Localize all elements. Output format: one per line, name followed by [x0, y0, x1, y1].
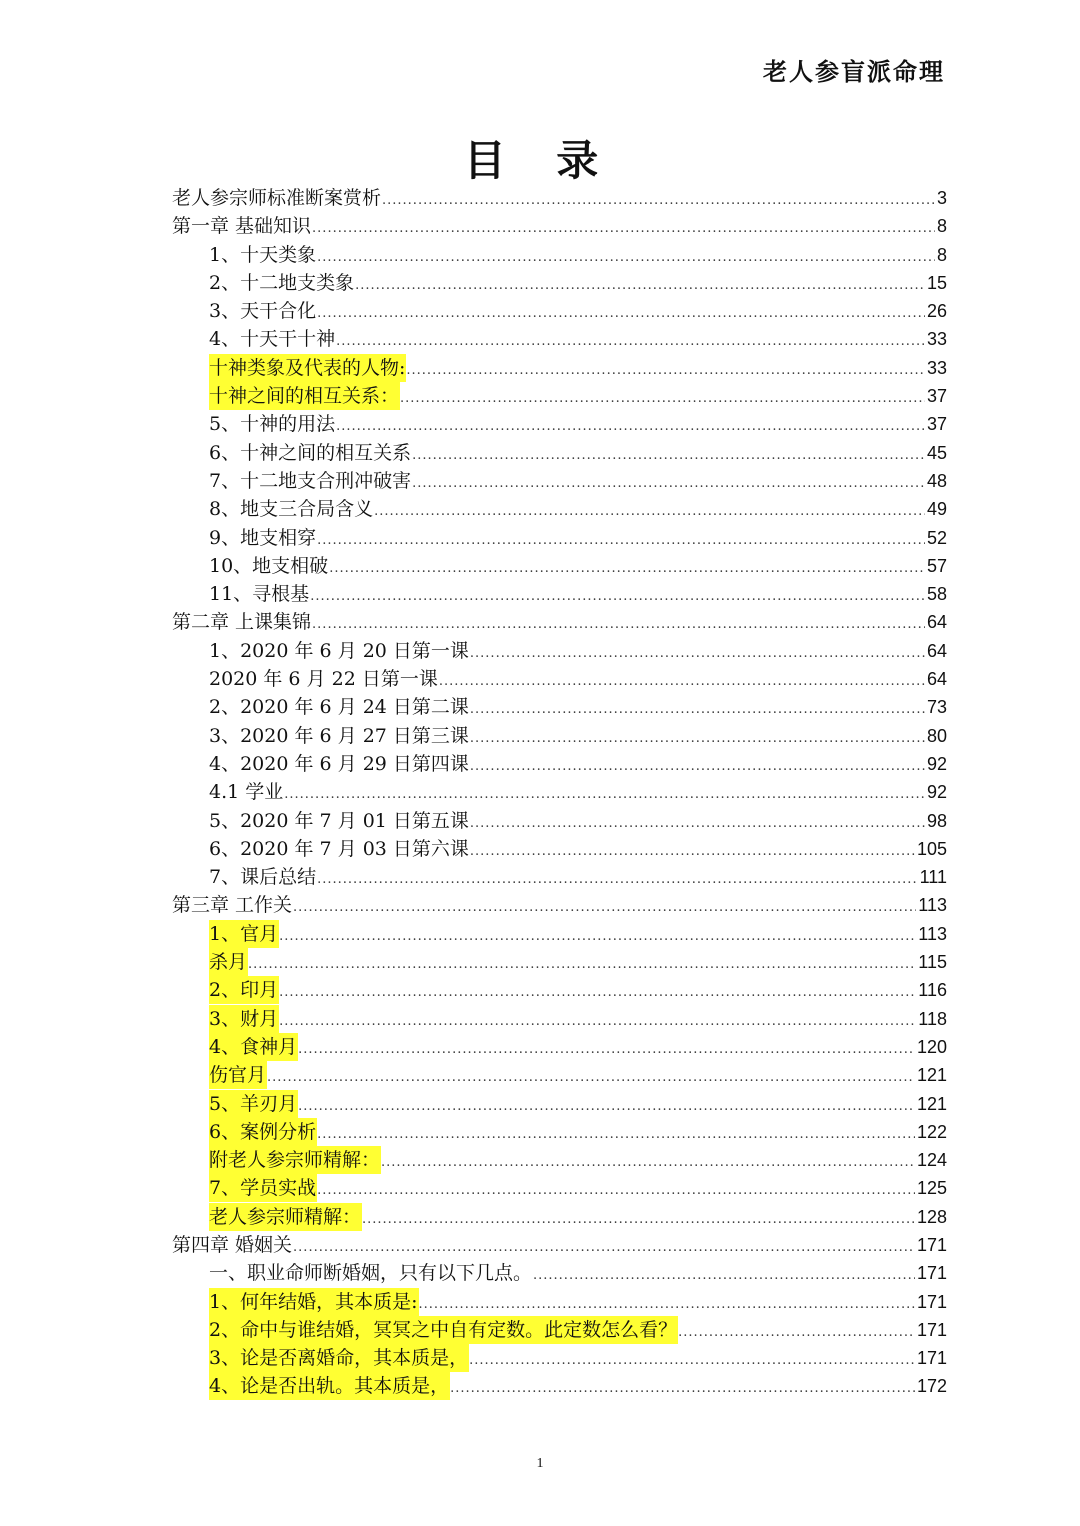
toc-entry-page: 171 — [916, 1319, 947, 1340]
toc-leader-dots — [355, 272, 925, 300]
toc-entry-page: 115 — [918, 952, 947, 973]
toc-entry[interactable] — [172, 382, 947, 410]
toc-entry-page: 57 — [926, 555, 947, 576]
toc-leader-dots — [293, 1234, 915, 1262]
toc-leader-dots — [284, 781, 925, 809]
toc-entry[interactable] — [172, 269, 947, 297]
toc-entry-page: 8 — [936, 216, 947, 237]
table-of-contents — [172, 184, 947, 1401]
toc-leader-dots — [533, 1262, 915, 1290]
toc-leader-dots — [470, 810, 925, 838]
toc-entry-title: 1、何年结婚，其本质是: — [209, 1288, 419, 1316]
toc-entry-title: 5、2020 年 7 月 01 日第五课 — [209, 809, 469, 832]
toc-entry-page: 80 — [926, 725, 947, 746]
toc-leader-dots — [298, 1036, 915, 1064]
toc-leader-dots — [470, 696, 925, 724]
toc-entry[interactable] — [172, 948, 947, 976]
toc-entry[interactable] — [172, 1288, 947, 1316]
toc-leader-dots — [293, 894, 916, 922]
toc-leader-dots — [279, 979, 916, 1007]
toc-entry[interactable] — [172, 693, 947, 721]
toc-entry-title: 伤官月 — [209, 1061, 267, 1089]
toc-entry[interactable] — [172, 184, 947, 212]
toc-entry[interactable] — [172, 495, 947, 523]
toc-entry-page: 45 — [926, 442, 947, 463]
toc-entry-title: 7、学员实战 — [209, 1174, 317, 1202]
toc-entry-page: 118 — [918, 1008, 947, 1029]
toc-entry-title: 5、羊刃月 — [209, 1090, 298, 1118]
toc-leader-dots — [450, 1375, 915, 1403]
toc-entry[interactable] — [172, 807, 947, 835]
toc-entry-title: 2、2020 年 6 月 24 日第二课 — [209, 696, 469, 719]
toc-leader-dots — [469, 1347, 915, 1375]
toc-leader-dots — [336, 328, 925, 356]
toc-entry[interactable] — [172, 524, 947, 552]
toc-entry-page: 49 — [926, 499, 947, 520]
toc-entry[interactable] — [172, 1061, 947, 1089]
toc-entry[interactable] — [172, 1231, 947, 1259]
toc-entry[interactable] — [172, 241, 947, 269]
toc-entry[interactable] — [172, 1033, 947, 1061]
toc-entry-title: 9、地支相穿 — [209, 526, 317, 549]
toc-entry-page: 171 — [916, 1234, 947, 1255]
toc-leader-dots — [412, 470, 925, 498]
toc-entry[interactable] — [172, 835, 947, 863]
toc-leader-dots — [317, 527, 925, 555]
toc-entry[interactable] — [172, 1203, 947, 1231]
toc-entry[interactable] — [172, 778, 947, 806]
toc-entry-page: 26 — [926, 301, 947, 322]
toc-entry-page: 64 — [926, 669, 947, 690]
toc-entry-title: 6、2020 年 7 月 03 日第六课 — [209, 837, 469, 860]
toc-leader-dots — [267, 1064, 915, 1092]
toc-entry-page: 113 — [918, 923, 947, 944]
toc-entry-title: 4、2020 年 6 月 29 日第四课 — [209, 752, 469, 775]
toc-entry-title: 十神类象及代表的人物: — [209, 354, 406, 382]
toc-entry-title: 10、地支相破 — [209, 554, 329, 577]
toc-entry-title: 7、课后总结 — [209, 866, 317, 889]
toc-leader-dots — [279, 1008, 916, 1036]
toc-leader-dots — [317, 1121, 915, 1149]
toc-leader-dots — [470, 753, 925, 781]
toc-entry-page: 111 — [919, 867, 947, 888]
toc-entry-title: 4、十天干十神 — [209, 328, 336, 351]
toc-entry-title: 6、十神之间的相互关系 — [209, 441, 412, 464]
toc-entry[interactable] — [172, 297, 947, 325]
toc-entry[interactable] — [172, 976, 947, 1004]
toc-entry-title: 1、官月 — [209, 920, 279, 948]
toc-leader-dots — [248, 951, 916, 979]
toc-entry-title: 3、天干合化 — [209, 300, 317, 323]
toc-entry-title: 1、十天类象 — [209, 243, 317, 266]
running-header: 老人参盲派命理 — [763, 57, 945, 86]
toc-leader-dots — [362, 1206, 915, 1234]
toc-leader-dots — [329, 555, 925, 583]
toc-entry-title: 2020 年 6 月 22 日第一课 — [209, 668, 438, 691]
toc-entry-page: 171 — [916, 1263, 947, 1284]
page-number: 1 — [536, 1456, 544, 1471]
toc-entry-page: 64 — [926, 612, 947, 633]
toc-entry-page: 15 — [926, 272, 947, 293]
toc-entry-title: 6、案例分析 — [209, 1118, 317, 1146]
toc-entry-title: 5、十神的用法 — [209, 413, 336, 436]
page-title: 目 录 — [463, 136, 617, 185]
toc-leader-dots — [312, 215, 935, 243]
toc-leader-dots — [317, 244, 935, 272]
toc-leader-dots — [470, 838, 915, 866]
toc-entry[interactable] — [172, 212, 947, 240]
toc-entry-page: 105 — [916, 838, 947, 859]
toc-entry[interactable] — [172, 325, 947, 353]
toc-entry-page: 171 — [916, 1348, 947, 1369]
toc-leader-dots — [298, 1093, 915, 1121]
toc-entry-title: 2、十二地支类象 — [209, 271, 355, 294]
toc-entry[interactable] — [172, 1316, 947, 1344]
toc-entry-title: 8、地支三合局含义 — [209, 498, 374, 521]
toc-entry-title: 一、职业命师断婚姻，只有以下几点。 — [209, 1262, 533, 1285]
toc-entry-page: 124 — [916, 1150, 947, 1171]
toc-entry[interactable] — [172, 580, 947, 608]
toc-entry-title: 杀月 — [209, 948, 248, 976]
toc-entry[interactable] — [172, 608, 947, 636]
toc-leader-dots — [336, 413, 925, 441]
toc-leader-dots — [317, 866, 918, 894]
toc-entry-page: 37 — [926, 414, 947, 435]
toc-entry[interactable] — [172, 920, 947, 948]
toc-entry-page: 73 — [926, 697, 947, 718]
toc-leader-dots — [382, 187, 935, 215]
toc-entry-page: 113 — [918, 895, 947, 916]
toc-leader-dots — [317, 1177, 915, 1205]
toc-entry-title: 1、2020 年 6 月 20 日第一课 — [209, 639, 469, 662]
toc-entry-page: 64 — [926, 640, 947, 661]
toc-entry-page: 92 — [926, 753, 947, 774]
toc-entry-title: 7、十二地支合刑冲破害 — [209, 469, 412, 492]
toc-entry-page: 172 — [916, 1376, 947, 1397]
toc-entry-page: 128 — [916, 1206, 947, 1227]
toc-entry[interactable] — [172, 1118, 947, 1146]
toc-entry-title: 3、论是否离婚命，其本质是， — [209, 1344, 469, 1372]
toc-entry-page: 52 — [926, 527, 947, 548]
toc-entry[interactable] — [172, 665, 947, 693]
toc-entry-title: 4.1 学业 — [209, 781, 284, 804]
toc-leader-dots — [678, 1319, 915, 1347]
toc-entry-page: 171 — [916, 1291, 947, 1312]
toc-entry-page: 48 — [926, 470, 947, 491]
toc-entry-page: 3 — [936, 188, 947, 208]
toc-entry-page: 125 — [916, 1178, 947, 1199]
toc-leader-dots — [470, 725, 925, 753]
toc-entry[interactable] — [172, 1344, 947, 1372]
toc-entry-page: 92 — [926, 782, 947, 803]
toc-entry-title: 第四章 婚姻关 — [172, 1233, 293, 1256]
toc-entry[interactable] — [172, 410, 947, 438]
toc-entry[interactable] — [172, 1174, 947, 1202]
toc-entry-page: 8 — [936, 244, 947, 265]
toc-entry-page: 58 — [926, 584, 947, 605]
toc-entry-page: 33 — [926, 357, 947, 378]
toc-entry[interactable] — [172, 467, 947, 495]
toc-entry[interactable] — [172, 1259, 947, 1287]
toc-leader-dots — [406, 357, 925, 385]
toc-entry-title: 第一章 基础知识 — [172, 215, 312, 238]
toc-entry-title: 老人参宗师精解： — [209, 1203, 362, 1231]
toc-entry[interactable] — [172, 552, 947, 580]
toc-entry[interactable] — [172, 439, 947, 467]
toc-leader-dots — [374, 498, 925, 526]
toc-entry-title: 第三章 工作关 — [172, 894, 293, 917]
toc-entry-page: 37 — [926, 386, 947, 407]
toc-entry-page: 116 — [918, 980, 947, 1001]
toc-leader-dots — [412, 442, 925, 470]
toc-entry-title: 老人参宗师标准断案赏析 — [172, 187, 382, 209]
toc-entry[interactable] — [172, 1005, 947, 1033]
toc-entry-title: 2、印月 — [209, 976, 279, 1004]
toc-entry-title: 第二章 上课集锦 — [172, 611, 312, 634]
toc-entry-title: 3、2020 年 6 月 27 日第三课 — [209, 724, 469, 747]
toc-leader-dots — [317, 300, 925, 328]
toc-entry-title: 3、财月 — [209, 1005, 279, 1033]
toc-entry[interactable] — [172, 891, 947, 919]
toc-entry-page: 121 — [916, 1093, 947, 1114]
toc-entry[interactable] — [172, 1090, 947, 1118]
toc-entry-page: 122 — [916, 1121, 947, 1142]
toc-leader-dots — [312, 611, 925, 639]
toc-entry[interactable] — [172, 863, 947, 891]
toc-entry-page: 98 — [926, 810, 947, 831]
toc-leader-dots — [470, 640, 925, 668]
toc-entry[interactable] — [172, 354, 947, 382]
toc-leader-dots — [310, 583, 925, 611]
toc-leader-dots — [400, 385, 925, 413]
toc-entry-title: 附老人参宗师精解： — [209, 1146, 381, 1174]
toc-entry-title: 4、论是否出轨。其本质是， — [209, 1372, 450, 1400]
toc-entry-title: 11、寻根基 — [209, 583, 310, 606]
toc-entry-title: 十神之间的相互关系： — [209, 382, 400, 410]
toc-leader-dots — [439, 668, 925, 696]
toc-entry-page: 121 — [916, 1065, 947, 1086]
toc-entry-title: 4、食神月 — [209, 1033, 298, 1061]
toc-entry[interactable] — [172, 1372, 947, 1400]
toc-leader-dots — [419, 1291, 915, 1319]
toc-entry-page: 120 — [916, 1036, 947, 1057]
toc-entry[interactable] — [172, 722, 947, 750]
toc-leader-dots — [381, 1149, 915, 1177]
toc-entry[interactable] — [172, 1146, 947, 1174]
toc-leader-dots — [279, 923, 916, 951]
toc-entry[interactable] — [172, 750, 947, 778]
toc-entry[interactable] — [172, 637, 947, 665]
toc-entry-title: 2、命中与谁结婚，冥冥之中自有定数。此定数怎么看？ — [209, 1316, 678, 1344]
toc-entry-page: 33 — [926, 329, 947, 350]
